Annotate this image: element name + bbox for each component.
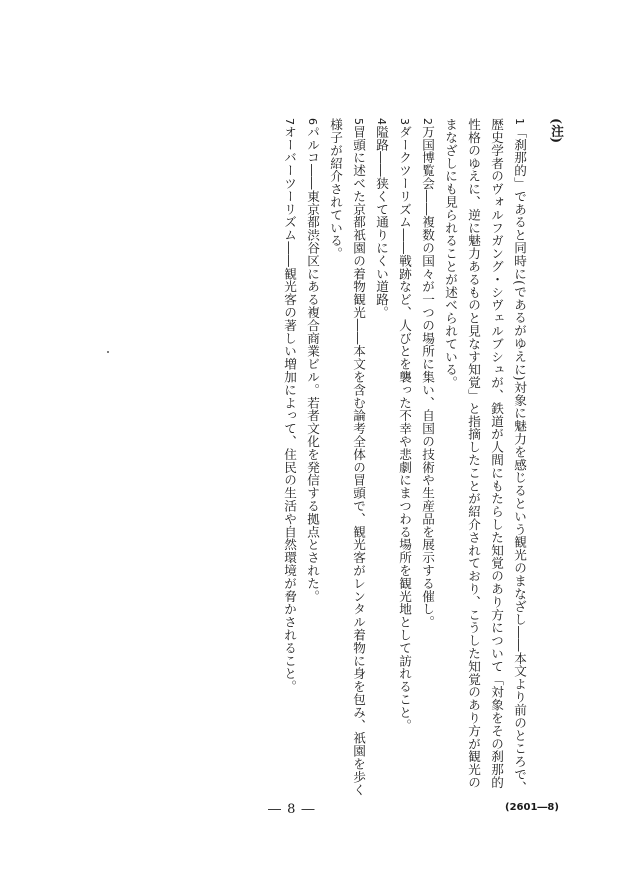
note-text: 万国博覧会――複数の国々が一つの場所に集い、自国の技術や生産品を展示する催し。 [420,125,435,629]
note-text: オーバーツーリズム――観光客の著しい増加によって、住民の生活や自然環境が脅かされること。 [282,125,297,693]
scan-speck [107,351,109,353]
note-1 [439,118,531,798]
note-3 [393,118,416,798]
note-text: 隘路――狭くて通りにくい道路。 [374,125,389,319]
note-text: ダークツーリズム――戦跡など、人びとを襲った不幸や悲劇にまつわる場所を観光地として訪れること。 [397,125,412,732]
note-text: 冒頭に述べた京都祇園の着物観光――本文を含む論考全体の冒頭で、観光客がレンタル着物に身を包み、祇園を歩く様子が紹介されている。 [328,118,366,797]
note-7 [278,118,301,798]
note-number: 3 [398,118,411,126]
footnotes-column [268,118,568,798]
note-number: 1 [513,118,526,126]
note-5 [324,118,370,798]
note-4 [370,118,393,798]
notes-heading: (注) [549,118,564,144]
note-number: 2 [421,118,434,126]
note-number: 4 [375,118,388,126]
exam-code: (2601―8) [505,802,559,813]
page-number: ― 8 ― [268,802,316,817]
note-text: パルコ――東京都渋谷区にある複合商業ビル。若者文化を発信する拠点とされた。 [305,125,320,603]
note-2 [416,118,439,798]
note-text: 「刹那的」であると同時に(であるがゆえに)対象に魅力を感じるという観光のまなざし――本文より前のところで、歴史学者のヴォルフガング・シヴェルブシュが、鉄道が人間にもたらした知覚のあり方について「対象をその刹那的性格のゆえに、逆に魅力あるものと見なす知覚」と指摘したことが紹介されており、こうした知覚のあり方が観光のまなざしにも見られることが述べられている。 [443,118,527,794]
note-number: 6 [306,118,319,126]
note-number: 5 [352,118,365,126]
note-6 [301,118,324,798]
note-number: 7 [283,118,296,126]
